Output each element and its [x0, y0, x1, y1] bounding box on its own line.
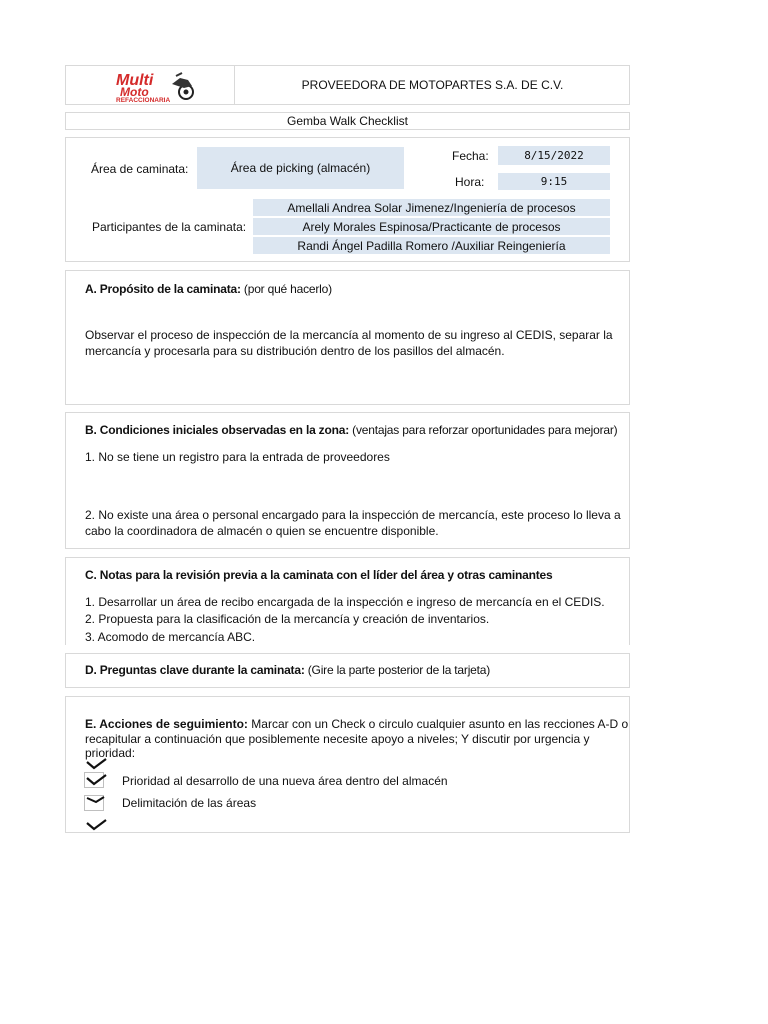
- svg-text:REFACCIONARIA: REFACCIONARIA: [116, 97, 171, 104]
- participant-cell: [253, 199, 610, 216]
- participant-2: Arely Morales Espinosa/Practicante de procesos: [302, 219, 561, 234]
- section-c-item1: 1. Desarrollar un área de recibo encargada de la inspección e ingreso de mercancía en el CEDIS.: [85, 595, 605, 609]
- area-label: Área de caminata:: [91, 162, 189, 176]
- section-b-hint: (ventajas para reforzar oportunidades para mejorar): [352, 423, 618, 437]
- section-e-hint-2: recapitular a continuación que posiblemente necesite apoyo a niveles; Y discutir por urgencia y: [85, 732, 590, 746]
- hora-label: Hora:: [455, 175, 485, 189]
- company-logo: [114, 70, 200, 102]
- participant-3: Randi Ángel Padilla Romero /Auxiliar Reingeniería: [297, 238, 566, 253]
- section-d-title: D. Preguntas clave durante la caminata: (Gire la parte posterior de la tarjeta): [85, 663, 491, 677]
- section-b-item2-line1: 2. No existe una área o personal encargado para la inspección de mercancía, este proceso lo lleva a: [85, 508, 621, 522]
- company-name: PROVEEDORA DE MOTOPARTES S.A. DE C.V.: [301, 78, 564, 92]
- participant-cell: [253, 218, 610, 235]
- check-icon: [86, 819, 108, 834]
- fecha-label: Fecha:: [452, 149, 489, 163]
- section-a-title: A. Propósito de la caminata: (por qué hacerlo): [85, 282, 332, 296]
- section-b-item1: 1. No se tiene un registro para la entrada de proveedores: [85, 450, 390, 464]
- action-item-1: Prioridad al desarrollo de una nueva área dentro del almacén: [122, 774, 448, 788]
- section-e-hint-1: Marcar con un Check o circulo cualquier asunto en las recciones A-D o: [251, 717, 629, 731]
- participant-cell: [253, 237, 610, 254]
- section-e-line1: [85, 716, 628, 732]
- section-c-item2: 2. Propuesta para la clasificación de la mercancía y creación de inventarios.: [85, 612, 490, 626]
- section-a-line2: mercancía y procesarla para su distribución dentro de los pasillos del almacén.: [85, 344, 505, 358]
- section-d-hint: (Gire la parte posterior de la tarjeta): [307, 663, 491, 677]
- section-a-hint: (por qué hacerlo): [243, 282, 332, 296]
- section-e-hint-3: prioridad:: [85, 746, 136, 760]
- area-value: Área de picking (almacén): [230, 161, 371, 175]
- hora-cell: [498, 173, 610, 190]
- check-icon: [86, 774, 108, 789]
- participant-1: Amellali Andrea Solar Jimenez/Ingeniería de procesos: [287, 200, 576, 215]
- area-value-cell: [197, 147, 404, 189]
- hora-value: 9:15: [540, 175, 568, 188]
- section-a-line1: Observar el proceso de inspección de la mercancía al momento de su ingreso al CEDIS, separar la: [85, 328, 613, 342]
- section-e-title: E. Acciones de seguimiento:: [85, 717, 248, 731]
- svg-text:Moto: Moto: [120, 85, 149, 99]
- svg-text:Multi: Multi: [116, 72, 154, 89]
- section-b-title: B. Condiciones iniciales observadas en la zona: (ventajas para reforzar oportunidades para mejorar): [85, 423, 618, 437]
- fecha-cell: [498, 146, 610, 165]
- check-icon: [86, 758, 108, 773]
- action-item-2: Delimitación de las áreas: [122, 796, 257, 810]
- partial-check-icon: [86, 795, 108, 810]
- section-b-item2-line2: cabo la coordinadora de almacén o quien se encuentre disponible.: [85, 524, 439, 538]
- fecha-value: 8/15/2022: [524, 149, 584, 162]
- section-c-item3: 3. Acomodo de mercancía ABC.: [85, 630, 256, 644]
- section-c-title: C. Notas para la revisión previa a la caminata con el líder del área y otras caminantes: [85, 568, 553, 582]
- page-subtitle: Gemba Walk Checklist: [287, 114, 408, 128]
- participants-label: Participantes de la caminata:: [92, 220, 247, 234]
